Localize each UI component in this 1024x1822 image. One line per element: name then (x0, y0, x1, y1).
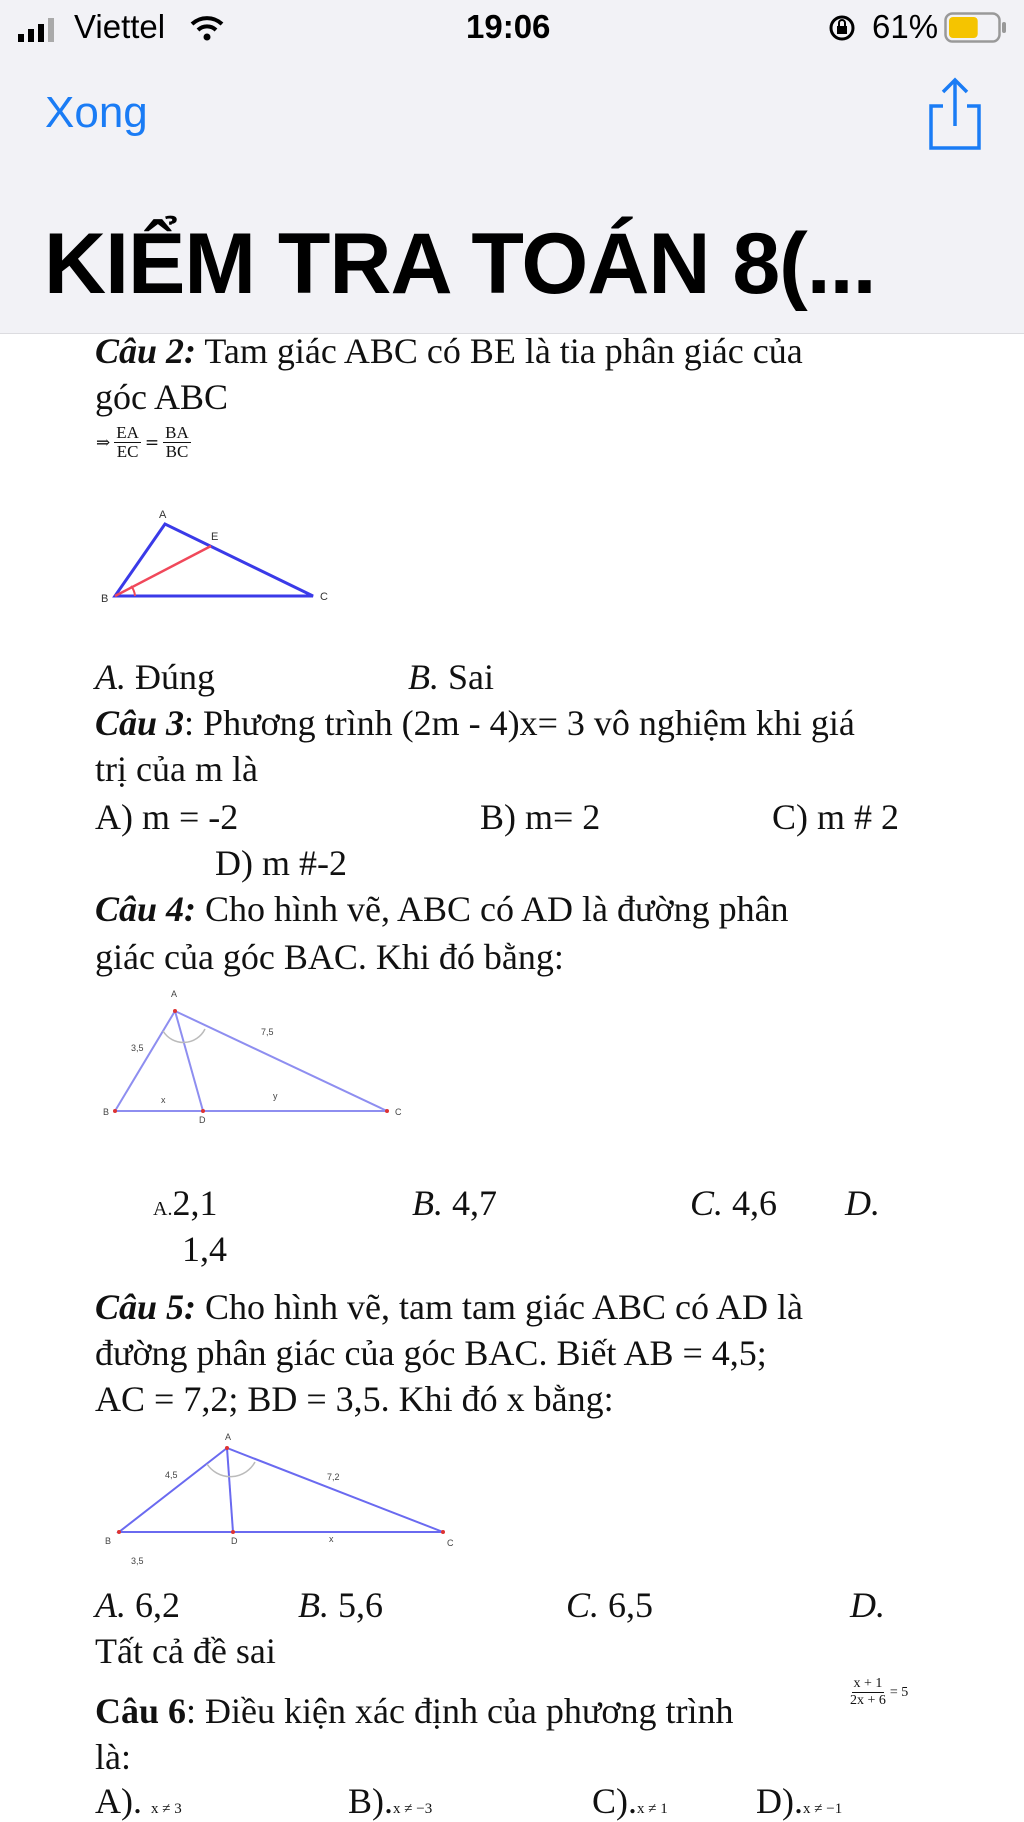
q4-option-d[interactable]: D. (845, 1183, 880, 1223)
q2-formula (96, 424, 191, 461)
angle-arc (207, 1462, 255, 1477)
fraction-ba-bc (163, 424, 191, 461)
option-letter: D). (756, 1781, 803, 1821)
equals-sign: = (144, 432, 160, 453)
bisector-be (115, 546, 211, 596)
fraction (850, 1676, 886, 1709)
label-c: C (395, 1107, 402, 1117)
q4-label: Câu 4: (95, 889, 197, 929)
option-letter: B. (412, 1183, 443, 1223)
implies-arrow: ⇒ (96, 432, 111, 453)
q6-option-a[interactable] (95, 1780, 182, 1822)
q3-option-a[interactable]: A) m = -2 (95, 797, 239, 837)
label-b: B (103, 1107, 110, 1117)
triangle-abc (119, 1448, 443, 1532)
q4-triangle-figure (95, 985, 415, 1125)
q4-text2: giác của góc BAC. Khi đó bằng: (95, 937, 564, 977)
label-c: C (320, 591, 328, 603)
share-icon[interactable] (928, 76, 982, 150)
label-ab: 3,5 (131, 1043, 144, 1053)
q3-line1 (95, 702, 855, 744)
q6-equation (850, 1676, 908, 1709)
label-ac: 7,2 (327, 1472, 340, 1482)
wifi-icon (190, 14, 224, 42)
option-letter: B. (298, 1585, 329, 1625)
q5-option-d[interactable]: D. (850, 1585, 885, 1625)
q3-label: Câu 3 (95, 703, 185, 743)
option-letter: C). (592, 1781, 637, 1821)
option-value: 6,2 (135, 1585, 180, 1625)
frac-num: x + 1 (853, 1676, 883, 1691)
label-y: y (273, 1091, 278, 1101)
q5-label: Câu 5: (95, 1287, 197, 1327)
option-value: 4,7 (452, 1183, 497, 1223)
option-letter: B. (408, 657, 439, 697)
option-letter: C. (566, 1585, 600, 1625)
label-d: D (231, 1536, 238, 1546)
q6-label: Câu 6 (95, 1691, 187, 1731)
signal-icon (18, 18, 64, 42)
option-value: 2,1 (172, 1183, 218, 1223)
q2-line1 (95, 330, 803, 372)
eq-rhs: = 5 (889, 1684, 909, 1700)
q2-label: Câu 2: (95, 331, 197, 371)
option-value: x ≠ −3 (393, 1801, 433, 1817)
q2-text1: Tam giác ABC có BE là tia phân giác của (204, 331, 803, 371)
frac-den: EC (116, 442, 139, 461)
q3-option-b[interactable]: B) m= 2 (480, 797, 601, 837)
option-letter: A. (95, 1585, 126, 1625)
option-value: x ≠ 1 (637, 1801, 668, 1817)
option-value: 5,6 (338, 1585, 383, 1625)
q2-text2: góc ABC (95, 377, 229, 417)
q2-triangle-figure (95, 500, 335, 615)
label-a: A (159, 509, 167, 521)
bisector-ad (175, 1011, 203, 1111)
q4-text1: Cho hình vẽ, ABC có AD là đường phân (205, 889, 789, 929)
bisector-ad (227, 1448, 233, 1532)
label-a: A (171, 989, 178, 999)
option-value: 4,6 (732, 1183, 778, 1223)
q5-text3: AC = 7,2; BD = 3,5. Khi đó x bằng: (95, 1379, 614, 1419)
frac-den: BC (165, 442, 189, 461)
frac-den: 2x + 6 (850, 1693, 886, 1708)
q4-line1 (95, 888, 789, 930)
label-b: B (105, 1536, 112, 1546)
label-a: A (225, 1432, 232, 1442)
q6-option-b[interactable] (348, 1780, 432, 1822)
q3-text1: : Phương trình (2m - 4)x= 3 vô nghiệm khi giá (184, 703, 855, 743)
q5-triangle-figure (95, 1430, 465, 1570)
option-text: Đúng (135, 657, 215, 697)
label-e: E (211, 531, 219, 543)
status-time: 19:06 (466, 8, 551, 45)
q6-line1 (95, 1690, 733, 1732)
battery-percent: 61% (872, 8, 939, 45)
battery-icon (944, 12, 1008, 44)
q5-option-c[interactable] (566, 1584, 653, 1626)
carrier-name: Viettel (74, 8, 166, 45)
triangle-abc (115, 1011, 387, 1111)
q6-option-c[interactable] (592, 1780, 668, 1822)
q4-option-b[interactable] (412, 1182, 497, 1224)
option-letter: A. (95, 657, 126, 697)
option-value: x ≠ 3 (151, 1801, 182, 1817)
option-value: 6,5 (608, 1585, 654, 1625)
option-letter: C. (690, 1183, 724, 1223)
option-letter: A. (153, 1198, 173, 1220)
q6-option-d[interactable] (756, 1780, 842, 1822)
frac-num: EA (116, 423, 139, 442)
q5-line1 (95, 1286, 803, 1328)
label-d: D (199, 1115, 206, 1125)
q5-option-a[interactable] (95, 1584, 180, 1626)
q2-option-a[interactable] (95, 656, 215, 698)
q6-text1: : Điều kiện xác định của phương trình (186, 1691, 734, 1731)
option-letter: B). (348, 1781, 393, 1821)
label-ab: 4,5 (165, 1470, 178, 1480)
option-text: Sai (448, 657, 495, 697)
label-b: B (101, 593, 109, 605)
label-c: C (447, 1538, 454, 1548)
option-letter: A). (95, 1781, 142, 1821)
q5-text2: đường phân giác của góc BAC. Biết AB = 4,5; (95, 1333, 767, 1373)
q5-option-b[interactable] (298, 1584, 383, 1626)
label-x: x (161, 1095, 166, 1105)
q5-option-d-value: Tất cả đề sai (95, 1631, 276, 1671)
document-title: KIỂM TRA TOÁN 8(... (44, 216, 876, 312)
q4-option-c[interactable] (690, 1182, 777, 1224)
q3-option-d[interactable]: D) m #-2 (215, 843, 347, 883)
frac-num: BA (165, 423, 189, 442)
done-button[interactable]: Xong (45, 88, 148, 137)
q5-text1: Cho hình vẽ, tam tam giác ABC có AD là (205, 1287, 803, 1327)
option-value: x ≠ −1 (803, 1801, 843, 1817)
q3-option-c[interactable]: C) m # 2 (772, 797, 900, 837)
q4-option-d-value: 1,4 (182, 1229, 227, 1269)
label-x: x (329, 1534, 334, 1544)
rotation-lock-icon (828, 14, 856, 42)
q2-option-b[interactable] (408, 656, 494, 698)
label-bd: 3,5 (131, 1556, 144, 1566)
fraction-ea-ec (114, 424, 141, 461)
q3-text2: trị của m là (95, 749, 258, 789)
label-ac: 7,5 (261, 1027, 274, 1037)
q6-text2: là: (95, 1737, 131, 1777)
q4-option-a[interactable] (153, 1182, 217, 1224)
